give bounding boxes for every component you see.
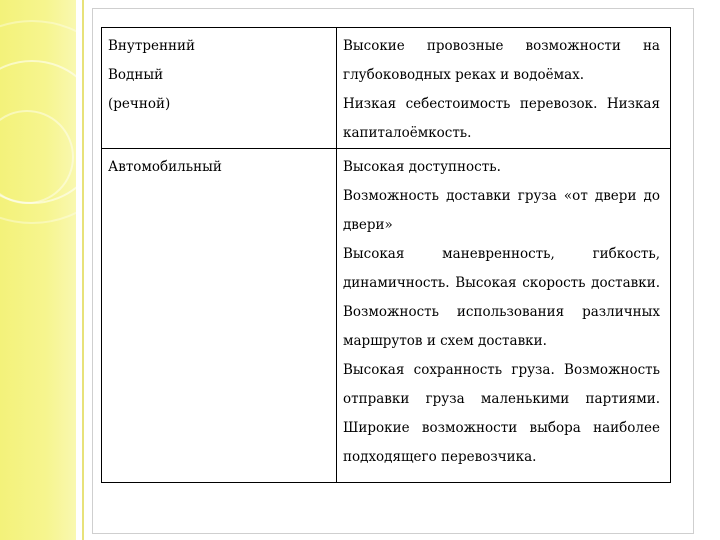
advantage-text: Высокие провозные возможности на (343, 38, 660, 54)
advantage-text: Возможность доставки груза «от двери до (343, 188, 660, 204)
transport-type-cell (102, 28, 337, 149)
advantage-text: отправки груза маленькими партиями. (343, 391, 660, 407)
advantage-text: динамичность. Высокая скорость доставки. (343, 275, 660, 291)
advantage-text: капиталоёмкость. (343, 125, 472, 141)
decorative-side-line (82, 0, 84, 540)
advantage-text: двери» (343, 217, 393, 233)
advantage-text: Возможность использования различных (343, 304, 660, 320)
advantages-cell (337, 28, 671, 149)
decorative-side-band (0, 0, 76, 540)
advantage-text: Высокая доступность. (343, 159, 501, 175)
advantage-text: Широкие возможности выбора наиболее (343, 420, 660, 436)
transport-type-text: Внутренний (108, 38, 195, 54)
advantage-text: подходящего перевозчика. (343, 449, 537, 465)
advantages-cell (337, 149, 671, 483)
advantage-text: Высокая сохранность груза. Возможность (343, 362, 660, 378)
advantage-text: Высокая маневренность, гибкость, (343, 246, 660, 262)
transport-type-cell (102, 149, 337, 483)
table-row (102, 149, 671, 483)
transport-type-text: (речной) (108, 96, 171, 112)
advantage-text: глубоководных реках и водоёмах. (343, 67, 585, 83)
transport-type-text: Водный (108, 67, 164, 83)
transport-type-text: Автомобильный (108, 159, 222, 175)
advantage-text: маршрутов и схем доставки. (343, 333, 547, 349)
table-row (102, 28, 671, 149)
advantage-text: Низкая себестоимость перевозок. Низкая (343, 96, 660, 112)
transport-comparison-table (101, 27, 671, 483)
